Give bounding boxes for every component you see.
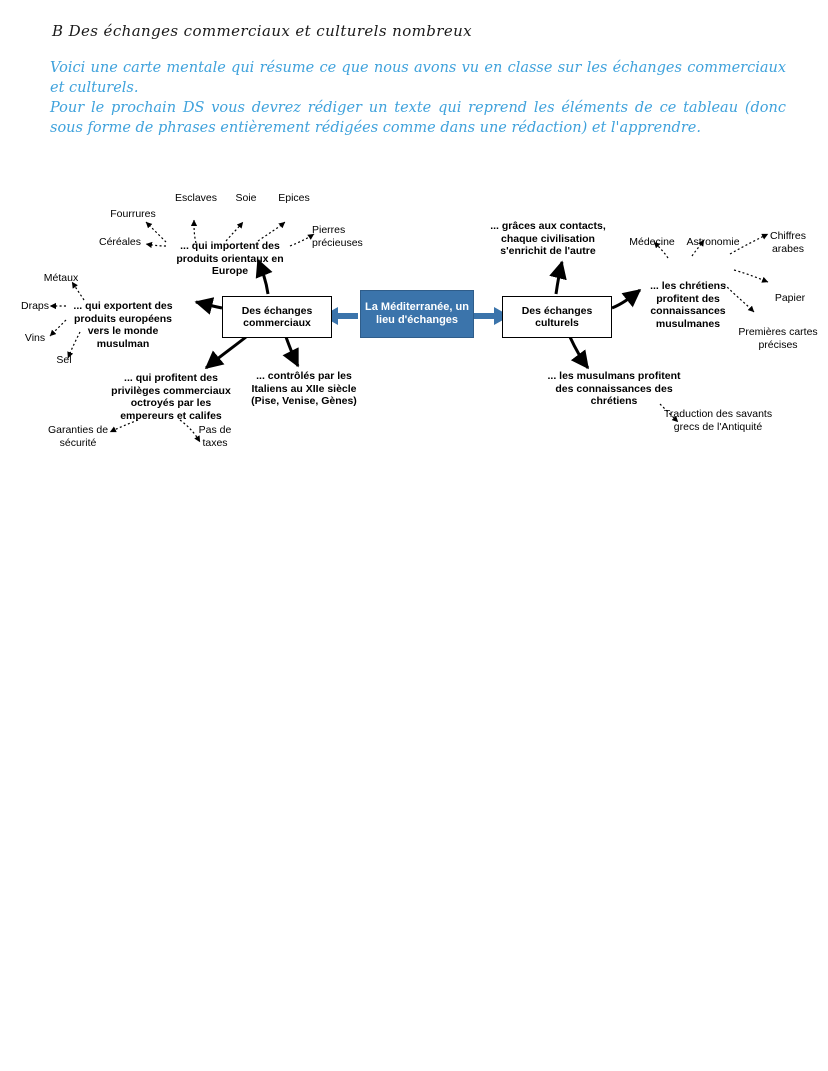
dot-arrow-epices	[258, 222, 285, 241]
arrow-to-musulmans	[570, 337, 588, 368]
leaf-papier: Papier	[774, 292, 806, 304]
leaf-astronomie: Astronomie	[686, 236, 740, 248]
leaf-vins: Vins	[24, 332, 46, 344]
intro-text	[50, 58, 786, 138]
arrow-to-contacts	[556, 262, 562, 294]
leaf-fourrures: Fourrures	[110, 208, 156, 220]
leaf-metaux: Métaux	[43, 272, 79, 284]
arrow-to-controls	[286, 337, 298, 366]
section-heading: B Des échanges commerciaux et culturels nombreux	[52, 22, 473, 40]
intro-line-2: Pour le prochain DS vous devrez rédiger un texte qui reprend les éléments de ce tableau (donc sous forme de phrases entièrement rédigées comme dans une rédaction) et l'apprendre.	[50, 100, 786, 136]
leaf-chiffres-arabes: Chiffres arabes	[770, 230, 806, 255]
leaf-sel: Sel	[56, 354, 72, 366]
leaf-cereales: Céréales	[98, 236, 142, 248]
branch-export-label: ... qui exportent des produits européens vers le monde musulman	[73, 300, 173, 350]
arrow-to-privileges	[206, 337, 246, 368]
arrow-to-export	[196, 302, 222, 308]
leaf-epices: Epices	[278, 192, 310, 204]
leaf-cartes-precises: Premières cartes précises	[738, 326, 818, 351]
dot-arrow-soie	[226, 222, 243, 241]
branch-controles-label: ... contrôlés par les Italiens au XIIe siècle (Pise, Venise, Gènes)	[251, 370, 357, 407]
dot-arrow-metaux	[72, 282, 84, 300]
leaf-esclaves: Esclaves	[174, 192, 217, 204]
branch-musulmans-label: ... les musulmans profitent des connaissances des chrétiens	[547, 370, 681, 407]
node-echanges-commerciaux: Des échanges commerciaux	[222, 296, 332, 338]
leaf-draps: Draps	[20, 300, 49, 312]
leaf-pas-de-taxes: Pas de taxes	[198, 424, 232, 449]
leaf-soie: Soie	[235, 192, 257, 204]
dot-arrow-fourrures	[146, 222, 166, 242]
branch-import-label: ... qui importent des produits orientaux en Europe	[176, 240, 284, 277]
leaf-garanties-securite: Garanties de sécurité	[47, 424, 109, 449]
leaf-pierres-precieuses: Pierres précieuses	[312, 224, 363, 249]
branch-contacts-label: ... grâces aux contacts, chaque civilisation s'enrichit de l'autre	[490, 220, 606, 257]
leaf-traduction-savants: Traduction des savants grecs de l'Antiquité	[663, 408, 773, 433]
branch-privileges-label: ... qui profitent des privilèges commerciaux octroyés par les empereurs et califes	[111, 372, 231, 422]
intro-line-1: Voici une carte mentale qui résume ce que nous avons vu en classe sur les échanges commerciaux et culturels.	[50, 60, 786, 96]
leaf-medecine: Médecine	[629, 236, 675, 248]
mind-map	[0, 180, 828, 480]
branch-chretiens-label: ... les chrétiens profitent des connaissances musulmanes	[650, 280, 726, 330]
node-center: La Méditerranée, un lieu d'échanges	[360, 290, 474, 338]
node-echanges-culturels: Des échanges culturels	[502, 296, 612, 338]
